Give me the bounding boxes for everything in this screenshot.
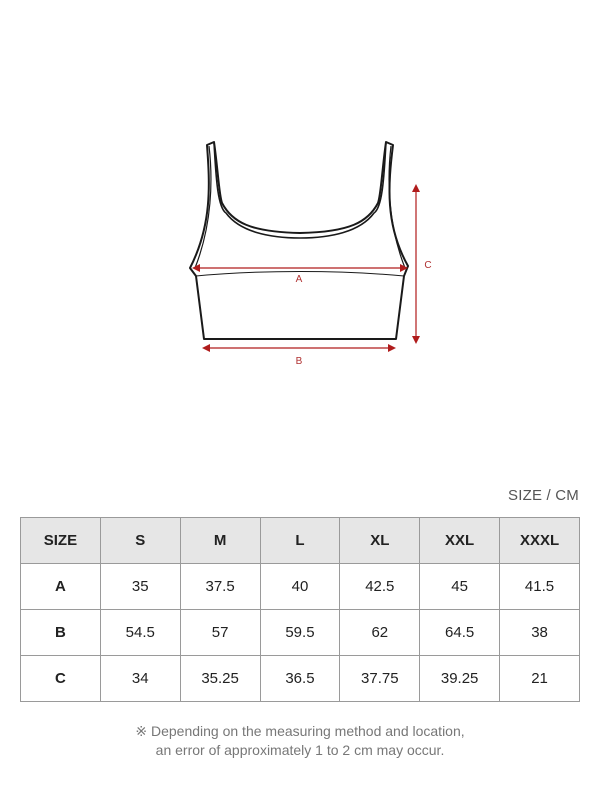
table-row xyxy=(21,656,580,702)
table-cell: 59.5 xyxy=(260,610,340,656)
note-line-2: an error of approximately 1 to 2 cm may occur. xyxy=(155,742,445,758)
size-chart-table xyxy=(20,517,580,702)
table-cell: 41.5 xyxy=(500,564,580,610)
dimension-c-label: C xyxy=(424,260,432,271)
row-label-c: C xyxy=(21,656,101,702)
header-m: M xyxy=(180,518,260,564)
table-row xyxy=(21,610,580,656)
dimension-b-label: B xyxy=(295,356,303,367)
table-cell: 36.5 xyxy=(260,656,340,702)
table-cell: 42.5 xyxy=(340,564,420,610)
measurement-note xyxy=(0,722,600,760)
unit-label: SIZE / CM xyxy=(508,487,579,504)
table-cell: 21 xyxy=(500,656,580,702)
table-cell: 35.25 xyxy=(180,656,260,702)
table-cell: 37.5 xyxy=(180,564,260,610)
note-line-1: ※ Depending on the measuring method and location, xyxy=(135,723,465,739)
table-cell: 35 xyxy=(100,564,180,610)
row-label-a: A xyxy=(21,564,101,610)
table-cell: 45 xyxy=(420,564,500,610)
header-xxxl: XXXL xyxy=(500,518,580,564)
table-header-row xyxy=(21,518,580,564)
header-xxl: XXL xyxy=(420,518,500,564)
table-cell: 57 xyxy=(180,610,260,656)
table-cell: 39.25 xyxy=(420,656,500,702)
row-label-b: B xyxy=(21,610,101,656)
header-size: SIZE xyxy=(21,518,101,564)
table-row xyxy=(21,564,580,610)
dimension-a-label: A xyxy=(295,274,303,285)
table-cell: 62 xyxy=(340,610,420,656)
table-cell: 40 xyxy=(260,564,340,610)
table-cell: 34 xyxy=(100,656,180,702)
table-cell: 38 xyxy=(500,610,580,656)
header-xl: XL xyxy=(340,518,420,564)
table-cell: 37.75 xyxy=(340,656,420,702)
table-cell: 64.5 xyxy=(420,610,500,656)
header-l: L xyxy=(260,518,340,564)
header-s: S xyxy=(100,518,180,564)
table-cell: 54.5 xyxy=(100,610,180,656)
garment-outline xyxy=(190,142,408,339)
